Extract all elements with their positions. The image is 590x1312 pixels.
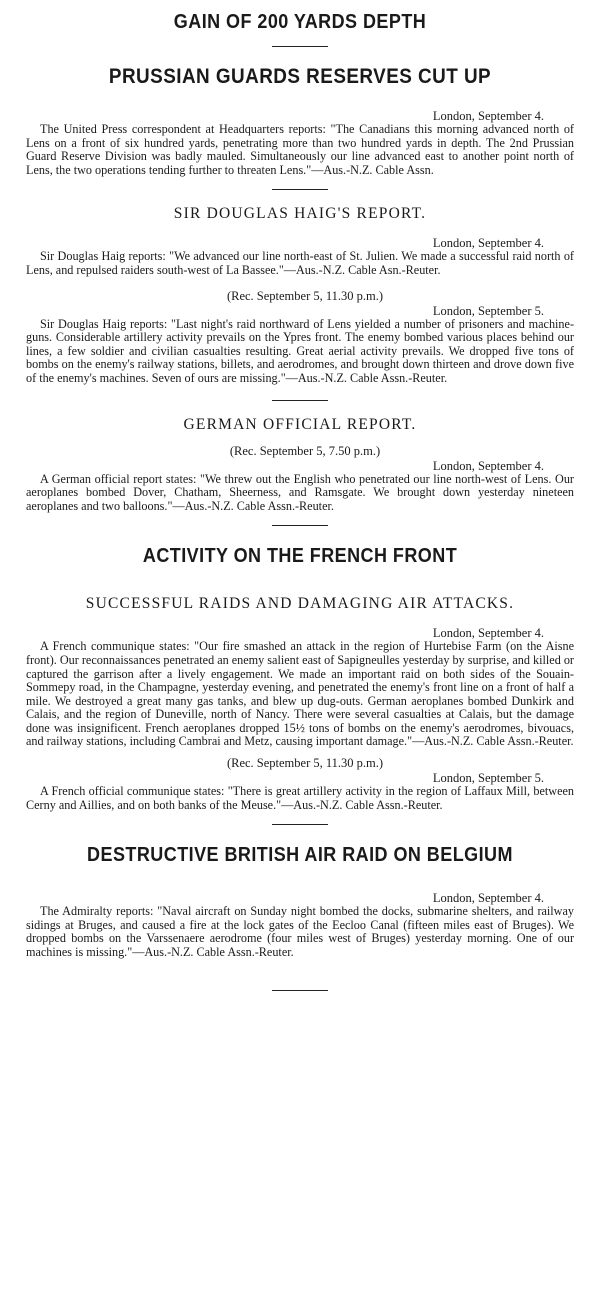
article4-dateline-1: London, September 4. <box>432 626 544 641</box>
article4-dateline-2: London, September 5. <box>432 771 544 786</box>
article4-headline: ACTIVITY ON THE FRENCH FRONT <box>142 545 458 568</box>
article5-dateline: London, September 4. <box>432 891 544 906</box>
divider <box>272 46 328 47</box>
main-headline: GAIN OF 200 YARDS DEPTH <box>173 11 427 33</box>
article4-received: (Rec. September 5, 11.30 p.m.) <box>226 756 384 771</box>
article1-headline: PRUSSIAN GUARDS RESERVES CUT UP <box>108 65 492 88</box>
article2-body-1: Sir Douglas Haig reports: "We advanced our line north-east of St. Julien. We made a successful raid north of Lens, and repulsed raiders south-west of La Bassee."—Aus.-N.Z. Cable Asn.-Reuter. <box>26 249 574 277</box>
article2-body-2: Sir Douglas Haig reports: "Last night's raid northward of Lens yielded a number of prisoners and machine-guns. Considerable artillery activity prevails on the Ypres front. The enemy bombed various places behind our lines, a few soldier and civilian casualties resulting. Great aerial activity prevails. We dropped five tons of bombs on the enemy's railway stations, billets, and aerodromes, and brought down thirteen and drove down five of the enemy's machines. Seven of ours are missing."—Aus.-N.Z. Cable Assn.-Reuter. <box>26 316 574 385</box>
article5-headline: DESTRUCTIVE BRITISH AIR RAID ON BELGIUM <box>87 844 513 867</box>
article2-headline: SIR DOUGLAS HAIG'S REPORT. <box>173 205 427 223</box>
article3-headline: GERMAN OFFICIAL REPORT. <box>183 415 417 433</box>
divider <box>272 824 328 825</box>
divider <box>272 990 328 991</box>
article4-subhead: SUCCESSFUL RAIDS AND DAMAGING AIR ATTACKS. <box>85 595 515 613</box>
article2-received: (Rec. September 5, 11.30 p.m.) <box>226 288 384 303</box>
article4-body-2: A French official communique states: "There is great artillery activity in the region of Laffaux Mill, between Cerny and Aillies, and on both banks of the Meuse."—Aus.-N.Z. Cable Assn.-Reuter. <box>26 784 574 812</box>
divider <box>272 400 328 401</box>
article3-received: (Rec. September 5, 7.50 p.m.) <box>229 443 381 458</box>
article2-dateline-2: London, September 5. <box>432 303 544 318</box>
article1-body: The United Press correspondent at Headquarters reports: "The Canadians this morning advanced north of Lens on a front of six hundred yards, penetrating more than two hundred yards in depth. The 2nd Prussian Guard Reserve Division was badly mauled. Simultaneously our line advanced east to another point north of Lens, the two operations tending further to threaten Lens."—Aus.-N.Z. Cable Assn. <box>26 122 574 177</box>
article3-body: A German official report states: "We threw out the English who penetrated our line north-west of Lens. Our aeroplanes bombed Dover, Chatham, Sheerness, and Ramsgate. We brought down yesterday nineteen aeroplanes and two balloons."—Aus.-N.Z. Cable Assn.-Reuter. <box>26 471 574 513</box>
divider <box>272 189 328 190</box>
article5-body: The Admiralty reports: "Naval aircraft on Sunday night bombed the docks, submarine shelters, and railway sidings at Bruges, and caused a fire at the lock gates of the Eecloo Canal (fifteen miles east of Bruges). We dropped bombs on the Varssenaere aerodrome (four miles west of Bruges) yesterday morning. One of our machines is missing."—Aus.-N.Z. Cable Assn.-Reuter. <box>26 904 574 960</box>
article4-body-1: A French communique states: "Our fire smashed an attack in the region of Hurtebise Farm (on the Aisne front). Our reconnaissances penetrated an enemy salient east of Sapigneulles yesterday by surprise, and killed or captured the garrison after a lively engagement. We made an important raid on both sides of the Souain-Sommepy road, in the Champagne, yesterday evening, and penetrated the enemy's front line on a front of half a mile. We destroyed a great many gas tanks, and blew up dug-outs. German aeroplanes bombed Dunkirk and Calais, and the region of Duneville, north of Nancy. There were several casualties at Calais, but the damage done was insignificent. French aeroplanes dropped 15½ tons of bombs on the enemy's aerodromes, bivouacs, and railway stations, including Cambrai and Metz, causing important damage."—Aus.-N.Z. Cable Assn.-Reuter. <box>26 639 574 749</box>
divider <box>272 525 328 526</box>
article2-dateline-1: London, September 4. <box>432 236 544 251</box>
article1-dateline: London, September 4. <box>432 109 544 123</box>
article3-dateline: London, September 4. <box>432 458 544 473</box>
